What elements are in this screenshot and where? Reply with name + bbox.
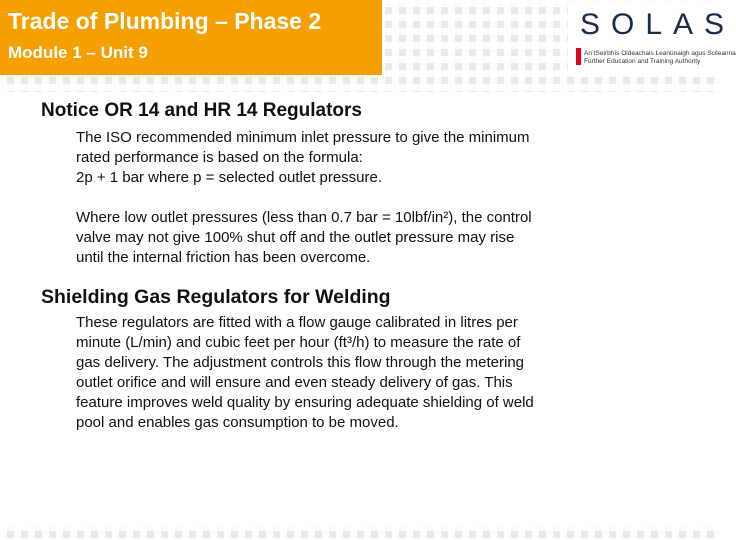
course-title: Trade of Plumbing – Phase 2 [8, 8, 322, 34]
formula-paragraph [76, 128, 636, 188]
shielding-gas-paragraph [76, 313, 636, 433]
text-line: The ISO recommended minimum inlet pressure to give the minimum [76, 129, 530, 146]
title-banner [0, 0, 382, 75]
section-heading-regulators: Notice OR 14 and HR 14 Regulators [41, 100, 362, 121]
section-heading-shielding-gas: Shielding Gas Regulators for Welding [41, 286, 391, 308]
logo-tagline-english: Further Education and Training Authority [584, 58, 701, 65]
text-line: feature improves weld quality by ensuring adequate shielding of weld [76, 394, 534, 411]
logo-tagline-irish: An tSeirbhís Oideachais Leanúnaigh agus Scileanna [584, 50, 736, 57]
text-line: minute (L/min) and cubic feet per hour (ft³/h) to measure the rate of [76, 334, 521, 351]
text-line: valve may not give 100% shut off and the outlet pressure may rise [76, 229, 515, 246]
module-subtitle: Module 1 – Unit 9 [8, 43, 148, 62]
text-line: 2p + 1 bar where p = selected outlet pressure. [76, 169, 383, 186]
logo-wordmark: SOLAS [580, 8, 736, 41]
solas-logo [568, 4, 736, 75]
text-line: Where low outlet pressures (less than 0.7 bar = 10lbf/in²), the control [76, 209, 532, 226]
text-line: pool and enables gas consumption to be moved. [76, 414, 399, 431]
text-line: rated performance is based on the formula: [76, 149, 363, 166]
logo-accent-bar [576, 48, 581, 65]
footer-pattern-background [0, 524, 720, 540]
slide-body [41, 100, 711, 433]
text-line: until the internal friction has been overcome. [76, 249, 371, 266]
text-line: gas delivery. The adjustment controls this flow through the metering [76, 354, 525, 371]
low-pressure-paragraph [76, 208, 636, 268]
text-line: outlet orifice and will ensure and even steady delivery of gas. This [76, 374, 513, 391]
text-line: These regulators are fitted with a flow gauge calibrated in litres per [76, 314, 518, 331]
